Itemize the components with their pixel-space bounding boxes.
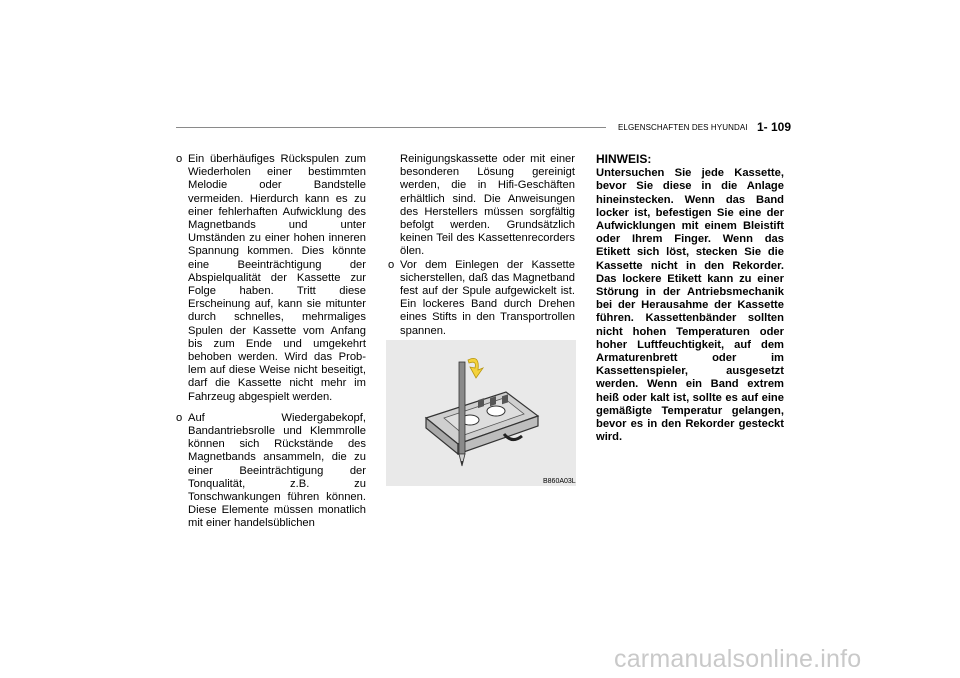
list-item-text: Auf Wiedergabekopf, Bandantriebsrolle und Klemmrolle können sich Rückstände des Magnetbands ansammeln, die zu einer Beeinträchtigung der Tonqualität, z.B. zu Tonschwankungen führen können. Diese Elemente müssen monatlich mit einer handelsüblichen bbox=[188, 411, 366, 530]
figure-code: B860A03L bbox=[543, 478, 576, 485]
header-rule bbox=[176, 127, 606, 128]
bullet: o bbox=[388, 258, 395, 271]
list-item bbox=[176, 412, 366, 531]
watermark: carmanualsonline.info bbox=[614, 645, 862, 673]
cassette-pencil-icon bbox=[386, 340, 576, 486]
bullet: o bbox=[176, 411, 183, 424]
continued-text: Reinigungskassette oder mit einer besonderen Lösung gereinigt werden, die in Hifi-Geschäften erhältlich sind. Die Anweisungen des Herstellers müssen sorgfältig befolgt werden. Grundsätzlich keinen Teil des Kassettenrecorders ölen. bbox=[400, 153, 575, 258]
list-item bbox=[388, 259, 575, 338]
list-item-text: Ein überhäufiges Rückspulen zum Wiederholen einer bestimmten Melodie oder Bandstelle vermeiden. Hierdurch kann es zu einer fehlerhaften Aufwicklung des Magnetbands und unter Umständen zu einer hohen inneren Spannung kommen. Dies könnte eine Beeinträchtigung der Abspielqualität der Kassette zur Folge haben. Tritt diese Erscheinung auf, kann sie mitunter durch schnelles, mehrmaliges Spulen der Kassette vom Anfang bis zum Ende und umgekehrt behoben werden. Wird das Prob-lem auf diese Weise nicht beseitigt, darf die Kassette nicht mehr im Fahrzeug abgespielt werden. bbox=[188, 153, 366, 403]
rotation-arrow-icon bbox=[468, 358, 483, 378]
page-number: 1- 109 bbox=[757, 120, 792, 134]
note-text: Untersuchen Sie jede Kassette, bevor Sie diese in die Anlage hineinstecken. Wenn das Band locker ist, befestigen Sie eine der Aufwicklungen mit einem Bleistift oder Ihrem Finger. Wenn das Etikett sich löst, stecken Sie die Kassette nicht in den Rekorder. Das lockere Etikett kann zu einer Störung in der Antriebsmechanik bei der Herausahme der Kassette führen. Kassettenbänder sollten nicht hohen Temperaturen oder hoher Luftfeuchtigkeit, auf dem Armaturenbrett oder im Kassettenspieler, ausgesetzt werden. Wenn ein Band extrem heiß oder kalt ist, sollte es auf eine gemäßigte Temperatur gelangen, bevor es in den Rekorder gesteckt wird. bbox=[596, 167, 784, 444]
note-title: HINWEIS: bbox=[596, 152, 652, 166]
list-item-text: Vor dem Einlegen der Kassette sicherstellen, daß das Magnetband fest auf der Spule aufgewickelt ist. Ein lockeres Band durch Drehen eines Stifts in den Transportrollen spannen. bbox=[400, 258, 575, 337]
column-right-note bbox=[596, 153, 784, 444]
list-item bbox=[176, 153, 366, 404]
cassette-shape bbox=[426, 392, 538, 454]
pencil-shape bbox=[459, 362, 465, 466]
column-left bbox=[176, 153, 366, 539]
column-middle bbox=[388, 153, 575, 346]
section-title: ELGENSCHAFTEN DES HYUNDAI bbox=[618, 123, 748, 132]
bullet: o bbox=[176, 153, 183, 165]
cassette-illustration bbox=[386, 340, 576, 486]
